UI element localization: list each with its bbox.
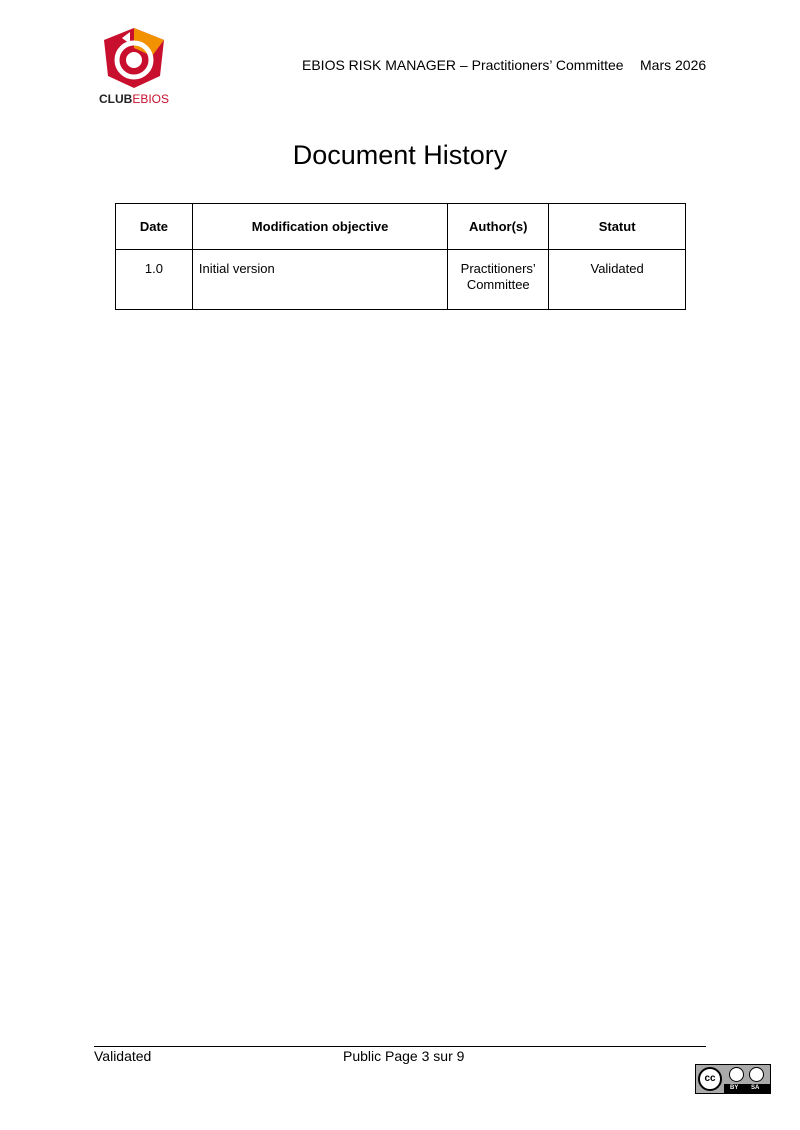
logo-wordmark xyxy=(94,92,174,106)
cell-date: 1.0 xyxy=(116,250,193,310)
column-header-objective: Modification objective xyxy=(192,204,447,250)
license-by-label: BY xyxy=(730,1085,739,1091)
table-row xyxy=(116,250,686,310)
cell-authors: Practitioners’ Committee xyxy=(448,250,549,310)
header-date: Mars 2026 xyxy=(640,57,707,73)
page-title: Document History xyxy=(292,140,508,170)
ebios-emblem-icon xyxy=(100,26,168,90)
table-header-row xyxy=(116,204,686,250)
license-sa-label: SA xyxy=(751,1085,760,1091)
header-title: EBIOS RISK MANAGER – Practitioners’ Committee xyxy=(302,57,624,73)
attribution-icon xyxy=(729,1067,744,1082)
logo-text-ebios: EBIOS xyxy=(132,92,169,106)
cell-objective: Initial version xyxy=(192,250,447,310)
clubebios-logo xyxy=(94,26,174,108)
footer-status: Validated xyxy=(94,1048,152,1064)
share-alike-icon xyxy=(749,1067,764,1082)
column-header-status: Statut xyxy=(549,204,686,250)
cc-by-sa-icon xyxy=(695,1064,771,1094)
license-strip xyxy=(724,1084,770,1093)
column-header-authors: Author(s) xyxy=(448,204,549,250)
cell-status: Validated xyxy=(549,250,686,310)
document-history-table xyxy=(115,203,686,310)
footer-page-info: Public Page 3 sur 9 xyxy=(343,1048,465,1064)
cc-icon: cc xyxy=(698,1067,722,1091)
column-header-date: Date xyxy=(116,204,193,250)
footer-divider xyxy=(94,1046,706,1047)
logo-text-club: CLUB xyxy=(98,92,133,106)
